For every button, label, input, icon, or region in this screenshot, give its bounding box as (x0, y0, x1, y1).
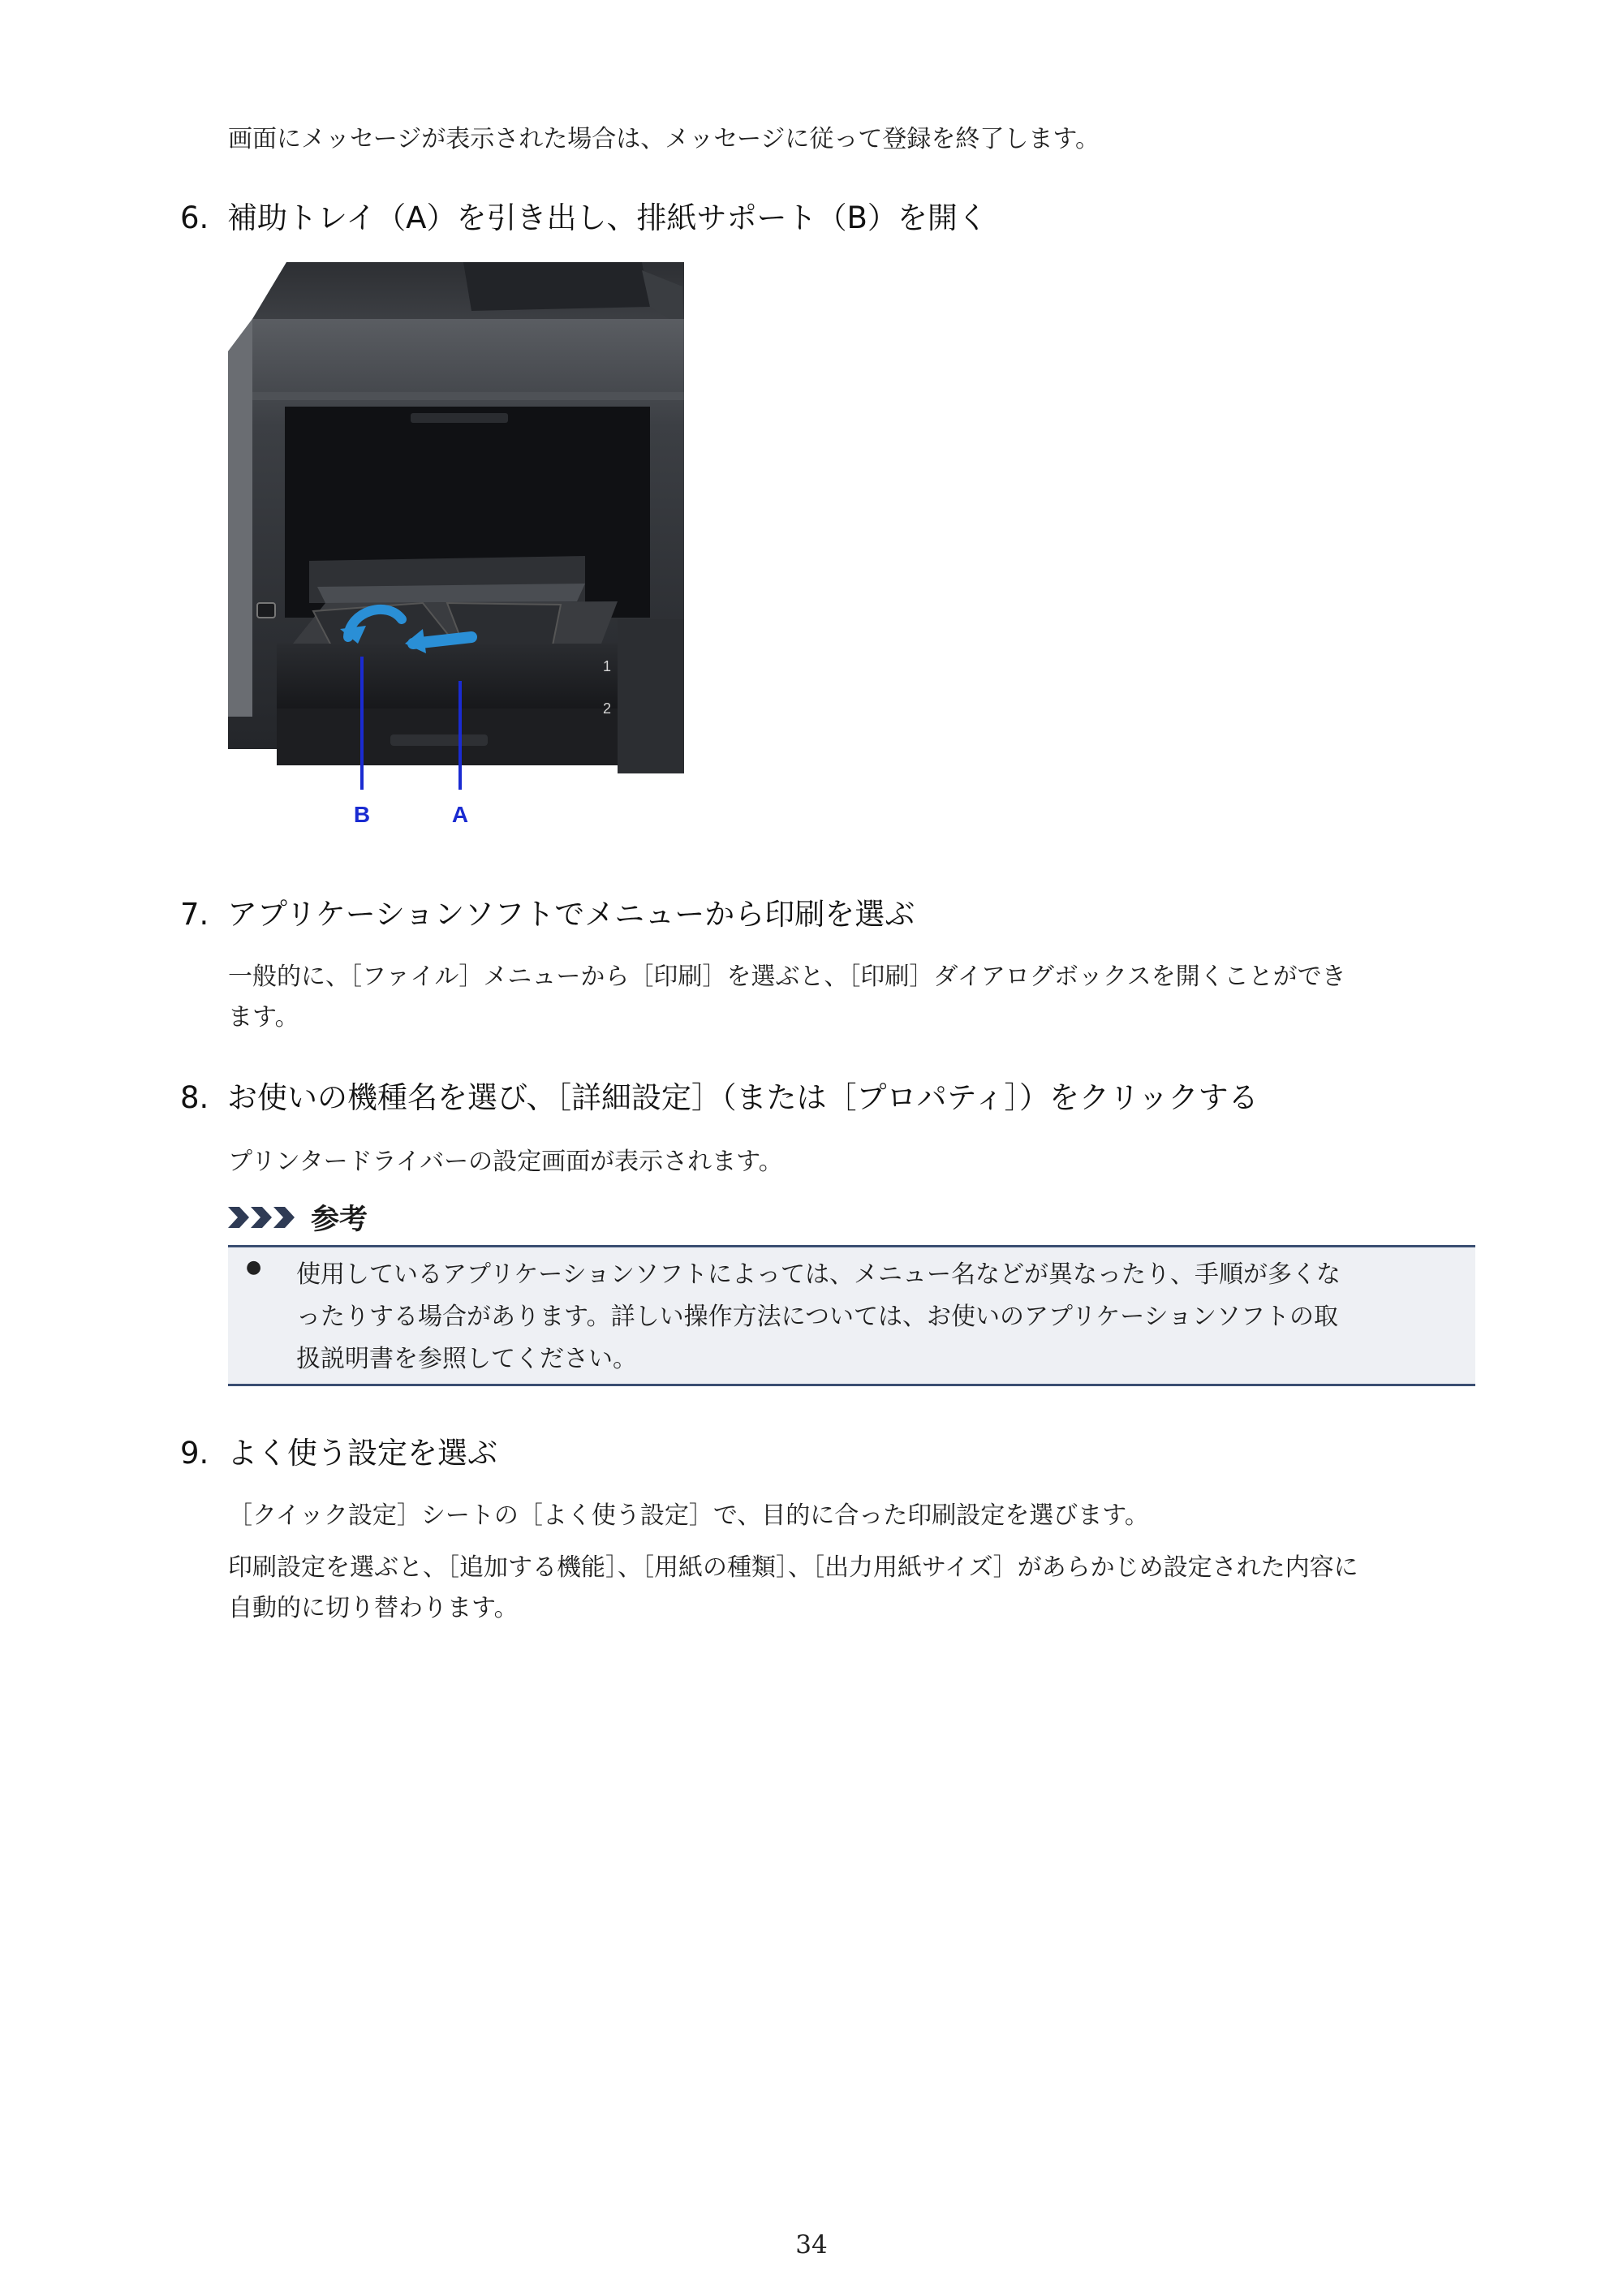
step-heading: お使いの機種名を選び、［詳細設定］（または［プロパティ］）をクリックする (227, 1080, 1259, 1115)
note-line-3: 扱説明書を参照してください。 (296, 1345, 637, 1373)
step-9-body-line-2: 印刷設定を選ぶと、［追加する機能］、［用紙の種類］、［出力用紙サイズ］があらかじめ設定された内容に (228, 1553, 1358, 1582)
note-text (296, 1254, 1341, 1381)
note-box (228, 1245, 1475, 1386)
tray-number-1: 1 (603, 658, 612, 674)
step-7-body-line-2: ます。 (228, 1003, 299, 1032)
step-8-body-line-1: プリンタードライバーの設定画面が表示されます。 (228, 1148, 783, 1176)
step-9-body-line-1: ［クイック設定］シートの［よく使う設定］で、目的に合った印刷設定を選びます。 (228, 1501, 1149, 1530)
step-6 (180, 198, 988, 239)
printer-svg (228, 262, 684, 840)
step-8 (180, 1078, 1259, 1118)
step-heading: 補助トレイ（A）を引き出し、排紙サポート（B）を開く (227, 200, 988, 235)
intro-text: 画面にメッセージが表示された場合は、メッセージに従って登録を終了します。 (228, 125, 1100, 153)
note-header (228, 1198, 368, 1237)
step-heading: よく使う設定を選ぶ (227, 1436, 497, 1471)
bullet-icon: ● (246, 1257, 262, 1277)
step-number: 6. (180, 200, 209, 235)
step-7-body-line-1: 一般的に、［ファイル］メニューから［印刷］を選ぶと、［印刷］ダイアログボックスを開くことができ (228, 963, 1346, 991)
label-b: B (353, 802, 371, 827)
note-line-2: ったりする場合があります。詳しい操作方法については、お使いのアプリケーションソフトの取 (296, 1303, 1338, 1331)
step-number: 9. (180, 1436, 209, 1471)
note-line-1: 使用しているアプリケーションソフトによっては、メニュー名などが異なったり、手順が多くな (296, 1260, 1341, 1289)
step-9-body-line-3: 自動的に切り替わります。 (228, 1594, 519, 1622)
step-number: 7. (180, 897, 209, 932)
step-7 (180, 894, 915, 935)
printer-illustration (228, 262, 684, 840)
note-title: 参考 (311, 1204, 368, 1236)
triple-chevron-icon (228, 1204, 299, 1231)
step-heading: アプリケーションソフトでメニューから印刷を選ぶ (227, 897, 915, 932)
step-9 (180, 1433, 497, 1474)
label-a: A (451, 802, 469, 827)
step-number: 8. (180, 1080, 209, 1115)
page-number: 34 (795, 2230, 828, 2259)
tray-number-2: 2 (603, 700, 612, 717)
